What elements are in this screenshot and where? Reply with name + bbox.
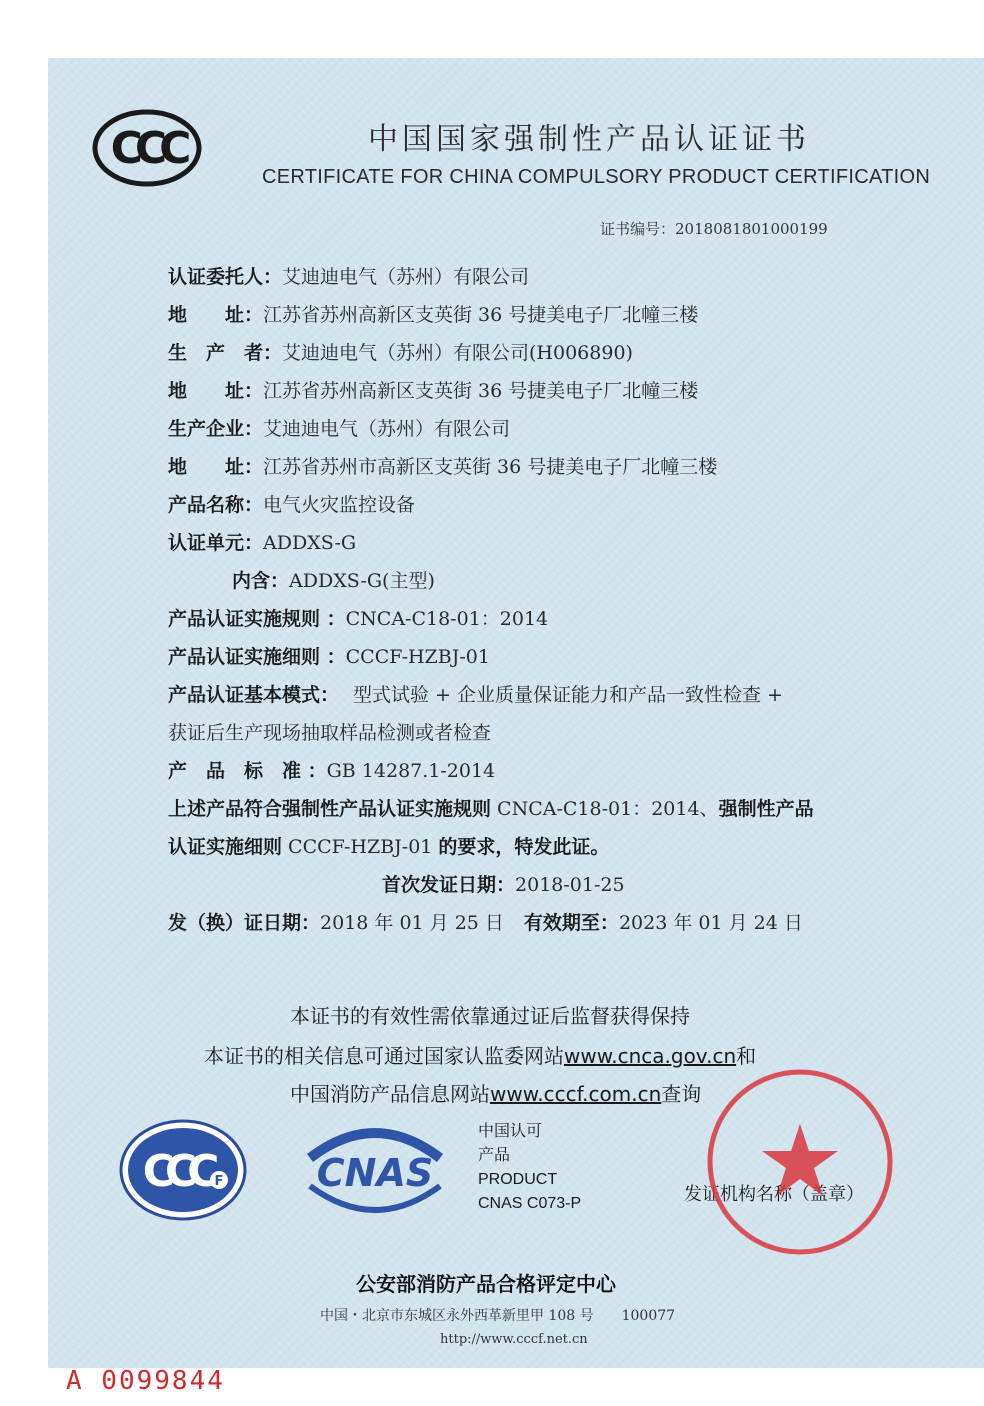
product-standard-row: 产 品 标 准 ：GB 14287.1-2014 bbox=[168, 760, 496, 782]
certification-unit-row: 认证单元：ADDXS-G bbox=[168, 532, 357, 554]
implementation-rule-row: 产品认证实施规则 ：CNCA-C18-01：2014 bbox=[168, 608, 549, 630]
ccc-logo-text: CCC bbox=[110, 123, 184, 174]
certification-mode-line2: 获证后生产现场抽取样品检测或者检查 bbox=[168, 722, 492, 744]
factory-address-row: 地 址：江苏省苏州市高新区支英街 36 号捷美电子厂北幢三楼 bbox=[168, 456, 718, 478]
title-english: CERTIFICATE FOR CHINA COMPULSORY PRODUCT CERTIFICATION bbox=[262, 166, 931, 188]
notice-line3: 中国消防产品信息网站www.cccf.com.cn查询 bbox=[290, 1082, 702, 1106]
first-issue-date-row: 首次发证日期：2018-01-25 bbox=[382, 874, 625, 896]
product-name-row: 产品名称：电气火灾监控设备 bbox=[168, 494, 416, 516]
notice-line2: 本证书的相关信息可通过国家认监委网站www.cnca.gov.cn和 bbox=[204, 1044, 757, 1068]
issuer-label: 发证机构名称（盖章） bbox=[684, 1184, 864, 1205]
serial-number: A 0099844 bbox=[66, 1366, 225, 1396]
ccc-logo bbox=[92, 108, 202, 188]
applicant-row: 认证委托人：艾迪迪电气（苏州）有限公司 bbox=[168, 266, 530, 288]
manufacturer-address-row: 地 址：江苏省苏州高新区支英街 36 号捷美电子厂北幢三楼 bbox=[168, 380, 699, 402]
contains-row: 内含：ADDXS-G(主型) bbox=[232, 570, 435, 592]
cnas-logo-text: CNAS bbox=[316, 1151, 434, 1195]
implementation-detail-row: 产品认证实施细则 ：CCCF-HZBJ-01 bbox=[168, 646, 490, 668]
issuing-organization: 公安部消防产品合格评定中心 bbox=[356, 1272, 616, 1296]
cnas-accreditation-text: 中国认可 产品 PRODUCT CNAS C073-P bbox=[478, 1123, 582, 1212]
certificate-number: 证书编号：2018081801000199 bbox=[600, 220, 828, 238]
statement-line2: 认证实施细则 CCCF-HZBJ-01 的要求，特发此证。 bbox=[168, 836, 610, 858]
cccf-logo bbox=[118, 1118, 248, 1222]
cccf-link[interactable]: www.cccf.com.cn bbox=[490, 1082, 662, 1106]
title-chinese: 中国国家强制性产品认证证书 bbox=[368, 122, 810, 157]
manufacturer-row: 生 产 者：艾迪迪电气（苏州）有限公司(H006890) bbox=[168, 342, 633, 364]
factory-row: 生产企业：艾迪迪电气（苏州）有限公司 bbox=[168, 418, 511, 440]
statement-line1: 上述产品符合强制性产品认证实施规则 CNCA-C18-01：2014、强制性产品 bbox=[168, 798, 814, 820]
applicant-address-row: 地 址：江苏省苏州高新区支英街 36 号捷美电子厂北幢三楼 bbox=[168, 304, 699, 326]
issuer-address: 中国・北京市东城区永外西革新里甲 108 号 100077 bbox=[320, 1308, 676, 1324]
certification-mode-row: 产品认证基本模式： 型式试验 + 企业质量保证能力和产品一致性检查 + bbox=[168, 684, 783, 706]
cccf-logo-f: F bbox=[214, 1174, 224, 1189]
issue-validity-row: 发（换）证日期：2018 年 01 月 25 日 有效期至：2023 年 01 月 24 日 bbox=[168, 912, 803, 934]
cnca-link[interactable]: www.cnca.gov.cn bbox=[564, 1044, 737, 1068]
notice-line1: 本证书的有效性需依靠通过证后监督获得保持 bbox=[290, 1004, 690, 1028]
cccf-logo-text: CCC bbox=[142, 1146, 210, 1197]
cnas-logo bbox=[290, 1116, 460, 1220]
issuer-website[interactable]: http://www.cccf.net.cn bbox=[440, 1332, 588, 1347]
official-seal bbox=[700, 1062, 900, 1262]
